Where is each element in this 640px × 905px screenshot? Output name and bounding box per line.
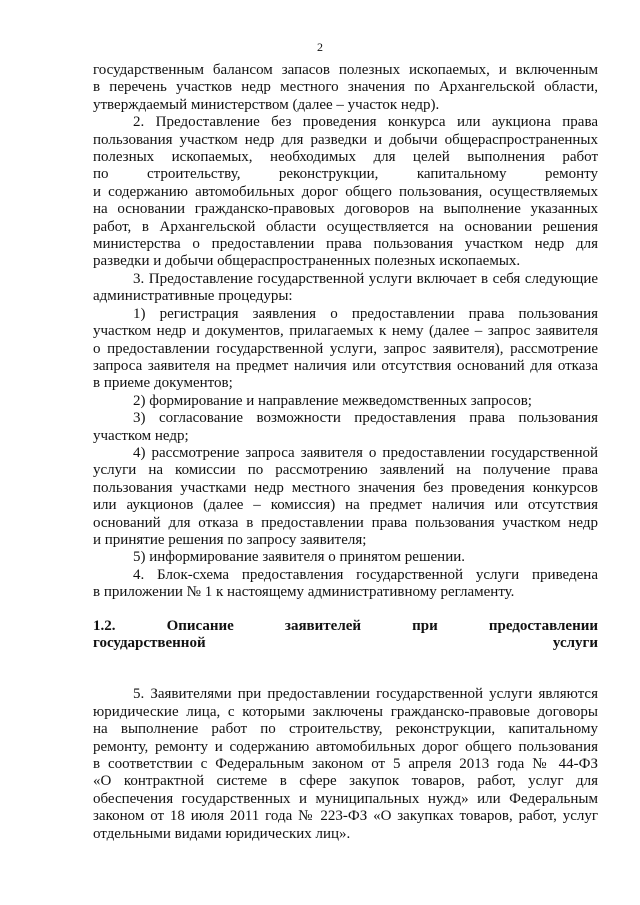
text-line: в соответствии с Федеральным законом от 5 апреля 2013 года № 44-ФЗ — [93, 756, 598, 773]
text-line: министерства о предоставлении права пользования участком недр для — [93, 236, 598, 253]
text-line: и принятие решения по запросу заявителя; — [93, 531, 367, 548]
text-line: ремонту, ремонту и содержанию автомобильных дорог общего пользования — [93, 738, 598, 755]
text-line: юридические лица, с которыми заключены гражданско-правовые договоры — [93, 703, 598, 720]
text-line: пользования участком недр для разведки и добычи общераспространенных — [93, 131, 598, 148]
text-line: полезных ископаемых, необходимых для целей выполнения работ — [93, 149, 598, 166]
text-line: и содержанию автомобильных дорог общего пользования, осуществляемых — [93, 183, 598, 200]
text-line: разведки и добычи общераспространенных полезных ископаемых. — [93, 253, 521, 270]
text-line: 2) формирование и направление межведомственных запросов; — [133, 392, 532, 409]
text-line: 5) информирование заявителя о принятом решении. — [133, 549, 465, 566]
text-line: участком недр и документов, прилагаемых к нему (далее – запрос заявителя — [93, 323, 598, 340]
text-line: 3) согласование возможности предоставления права пользования — [133, 410, 598, 427]
text-line: 4. Блок-схема предоставления государственной услуги приведена — [133, 566, 598, 583]
text-line: по строительству, реконструкции, капитальному ремонту — [93, 166, 598, 183]
document-body — [93, 62, 598, 843]
text-line: оснований для отказа в предоставлении права пользования участком недр — [93, 514, 598, 531]
text-line: 2. Предоставление без проведения конкурса или аукциона права — [133, 114, 598, 131]
text-line: услуги на комиссии по рассмотрению заявлений на получение права — [93, 462, 598, 479]
text-line: в перечень участков недр местного значения по Архангельской области, — [93, 79, 598, 96]
text-line: на выполнение работ по строительству, реконструкции, капитальному — [93, 721, 598, 738]
text-line: в приложении № 1 к настоящему административному регламенту. — [93, 584, 515, 601]
text-line: участком недр; — [93, 427, 189, 444]
text-line: 5. Заявителями при предоставлении государственной услуги являются — [133, 686, 598, 703]
text-line: 4) рассмотрение запроса заявителя о предоставлении государственной — [133, 444, 598, 461]
text-line: законом от 18 июля 2011 года № 223-ФЗ «О закупках товаров, работ, услуг — [93, 808, 598, 825]
text-line: утверждаемый министерством (далее – участок недр). — [93, 96, 440, 113]
text-line: обеспечения государственных и муниципальных нужд» или Федеральным — [93, 790, 598, 807]
text-line: государственным балансом запасов полезных ископаемых, и включенным — [93, 62, 598, 78]
text-line: о предоставлении государственной услуги, запрос заявителя), рассмотрение — [93, 340, 598, 357]
text-line: «О контрактной системе в сфере закупок товаров, работ, услуг для — [93, 773, 598, 790]
text-line: на основании гражданско-правовых договоров на выполнение указанных — [93, 201, 598, 218]
text-line: 1) регистрация заявления о предоставлении права пользования — [133, 305, 598, 322]
text-line: запроса заявителя на предмет наличия или отсутствия оснований для отказа — [93, 357, 598, 374]
text-line: или аукционов (далее – комиссия) на предмет наличия или отсутствия — [93, 497, 598, 514]
text-line: в приеме документов; — [93, 375, 233, 392]
text-line: работ, в Архангельской области осуществляется на основании решения — [93, 218, 598, 235]
page-number: 2 — [317, 40, 323, 54]
text-line: пользования участками недр местного значения без проведения конкурсов — [93, 479, 598, 496]
section-heading: 1.2. Описание заявителей при предоставлении — [93, 617, 598, 634]
text-line: административные процедуры: — [93, 288, 293, 305]
text-line: отдельными видами юридических лиц». — [93, 825, 351, 842]
section-heading: государственной услуги — [93, 635, 598, 651]
text-line: 3. Предоставление государственной услуги включает в себя следующие — [133, 270, 598, 287]
